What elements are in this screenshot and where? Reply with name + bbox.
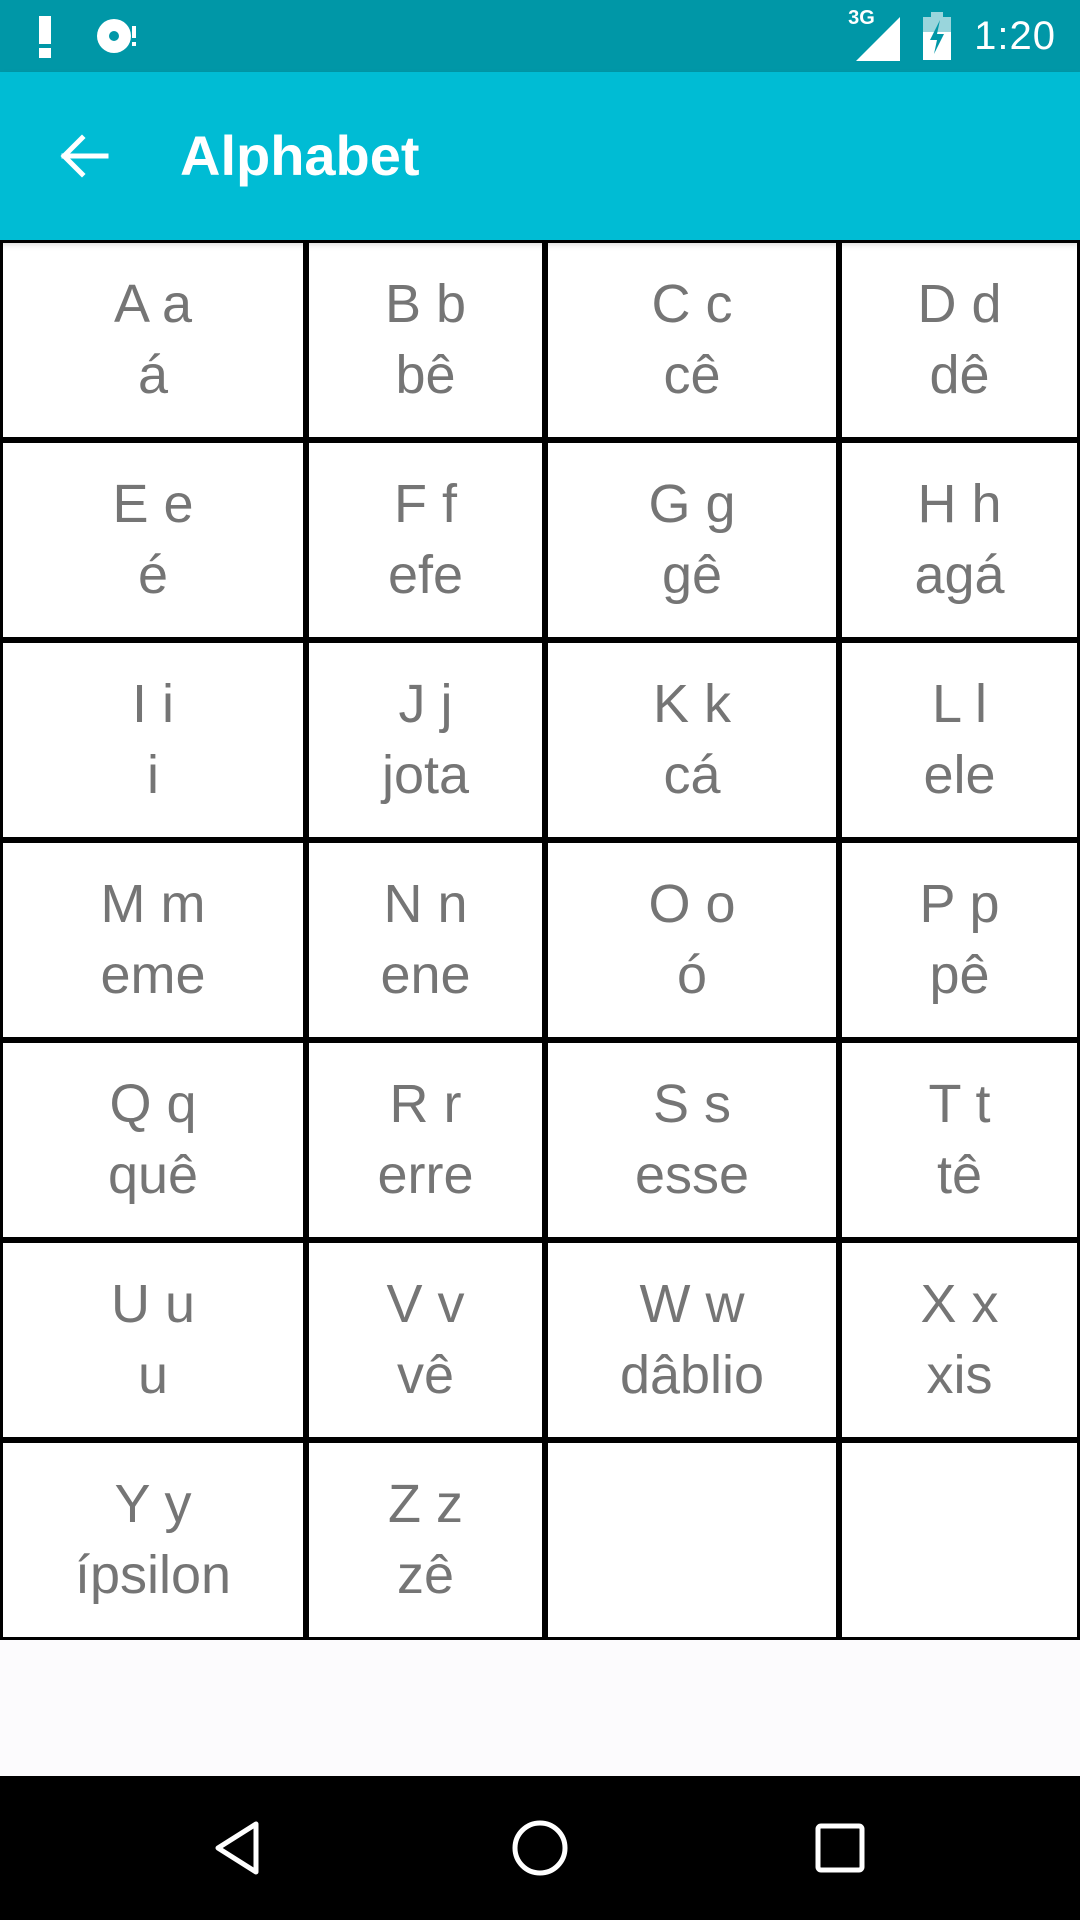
letter-cell[interactable] xyxy=(839,440,1080,640)
letter-pair: B b xyxy=(384,274,467,334)
nav-back-button[interactable] xyxy=(192,1800,288,1896)
letter-cell[interactable] xyxy=(545,1040,839,1240)
letter-name: esse xyxy=(634,1145,750,1205)
letter-name: ípsilon xyxy=(74,1545,232,1605)
letter-name: gê xyxy=(661,545,723,605)
letter-pair: E e xyxy=(112,474,194,534)
letter-cell[interactable] xyxy=(0,640,306,840)
back-button[interactable] xyxy=(36,108,132,204)
letter-cell[interactable] xyxy=(839,1240,1080,1440)
nav-home-button[interactable] xyxy=(492,1800,588,1896)
letter-name: jota xyxy=(381,745,470,805)
letter-pair: T t xyxy=(928,1074,991,1134)
nav-recents-button[interactable] xyxy=(792,1800,888,1896)
letter-cell[interactable] xyxy=(0,840,306,1040)
letter-name: erre xyxy=(377,1145,474,1205)
letter-name: ó xyxy=(676,945,708,1005)
letter-pair: W w xyxy=(639,1274,745,1334)
letter-pair: J j xyxy=(398,674,453,734)
letter-pair: D d xyxy=(917,274,1002,334)
letter-pair: R r xyxy=(389,1074,462,1134)
circle-home-icon xyxy=(508,1816,572,1880)
letter-pair: M m xyxy=(100,874,206,934)
letter-pair: V v xyxy=(386,1274,465,1334)
letter-cell[interactable] xyxy=(839,640,1080,840)
letter-pair: G g xyxy=(648,474,736,534)
letter-cell[interactable] xyxy=(545,1240,839,1440)
letter-name: agá xyxy=(914,545,1005,605)
letter-name: quê xyxy=(107,1145,199,1205)
battery-charging-icon xyxy=(922,12,952,60)
letter-cell[interactable] xyxy=(306,440,545,640)
letter-name: i xyxy=(147,745,159,805)
network-type-label: 3G xyxy=(848,7,875,29)
alphabet-grid xyxy=(0,240,1080,1640)
letter-pair: U u xyxy=(110,1274,196,1334)
letter-cell[interactable] xyxy=(545,440,839,640)
letter-name: cê xyxy=(663,345,721,405)
letter-name: ele xyxy=(923,745,996,805)
navigation-bar xyxy=(0,1776,1080,1920)
letter-cell[interactable] xyxy=(306,1440,545,1640)
letter-cell[interactable] xyxy=(306,640,545,840)
letter-pair: X x xyxy=(920,1274,999,1334)
letter-name: tê xyxy=(936,1145,983,1205)
letter-name: u xyxy=(137,1345,169,1405)
letter-pair: Z z xyxy=(388,1474,463,1534)
arrow-left-icon xyxy=(56,128,112,184)
letter-cell[interactable] xyxy=(545,240,839,440)
empty-area xyxy=(0,1640,1080,1776)
letter-name: á xyxy=(137,345,169,405)
status-clock: 1:20 xyxy=(974,13,1056,58)
letter-cell[interactable] xyxy=(545,840,839,1040)
letter-cell[interactable] xyxy=(0,1040,306,1240)
letter-pair: H h xyxy=(917,474,1002,534)
letter-name: vê xyxy=(396,1345,455,1405)
letter-pair: A a xyxy=(113,274,193,334)
signal-icon xyxy=(856,17,900,61)
letter-name: ene xyxy=(380,945,471,1005)
letter-name: bê xyxy=(395,345,456,405)
letter-cell[interactable] xyxy=(0,240,306,440)
letter-pair: C c xyxy=(651,274,733,334)
letter-name: xis xyxy=(926,1345,993,1405)
letter-cell[interactable] xyxy=(306,1240,545,1440)
letter-cell[interactable] xyxy=(0,1440,306,1640)
letter-pair: N n xyxy=(383,874,468,934)
letter-pair: Q q xyxy=(109,1074,197,1134)
letter-name: pê xyxy=(929,945,990,1005)
status-bar xyxy=(0,0,1080,72)
letter-cell[interactable] xyxy=(839,840,1080,1040)
letter-cell[interactable] xyxy=(839,1040,1080,1240)
letter-cell[interactable] xyxy=(545,640,839,840)
letter-pair: O o xyxy=(648,874,736,934)
empty-cell xyxy=(839,1440,1080,1640)
letter-cell[interactable] xyxy=(839,240,1080,440)
letter-name: dâblio xyxy=(619,1345,765,1405)
letter-pair: F f xyxy=(394,474,457,534)
letter-cell[interactable] xyxy=(306,1040,545,1240)
app-title: Alphabet xyxy=(180,124,420,187)
letter-name: é xyxy=(137,545,169,605)
letter-cell[interactable] xyxy=(0,440,306,640)
letter-name: zê xyxy=(396,1545,455,1605)
letter-pair: I i xyxy=(131,674,174,734)
letter-cell[interactable] xyxy=(306,240,545,440)
letter-name: dê xyxy=(929,345,990,405)
disc-icon xyxy=(94,14,138,58)
letter-cell[interactable] xyxy=(0,1240,306,1440)
letter-pair: Y y xyxy=(114,1474,192,1534)
triangle-back-icon xyxy=(208,1816,272,1880)
app-bar xyxy=(0,72,1080,240)
letter-pair: P p xyxy=(919,874,1000,934)
letter-name: efe xyxy=(387,545,464,605)
square-recents-icon xyxy=(808,1816,872,1880)
empty-cell xyxy=(545,1440,839,1640)
cell-signal xyxy=(848,7,900,61)
letter-pair: L l xyxy=(931,674,988,734)
letter-pair: K k xyxy=(652,674,732,734)
letter-pair: S s xyxy=(652,1074,732,1134)
letter-name: cá xyxy=(663,745,721,805)
letter-name: eme xyxy=(100,945,206,1005)
alert-icon xyxy=(36,14,54,58)
letter-cell[interactable] xyxy=(306,840,545,1040)
